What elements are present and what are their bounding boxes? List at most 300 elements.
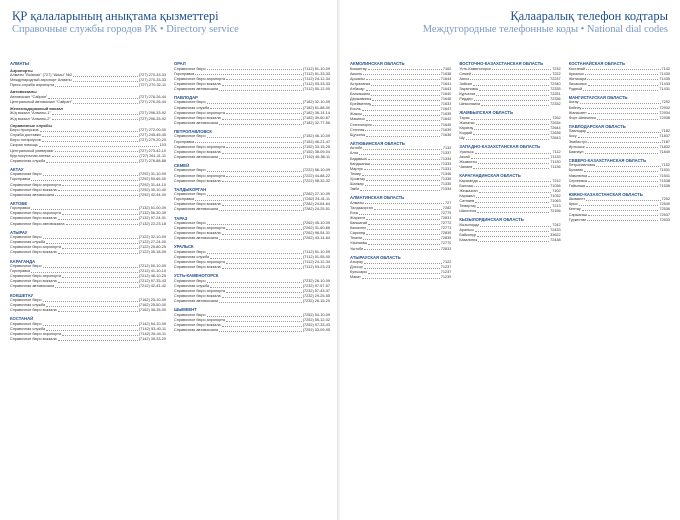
entry-name: Справочное бюро вокзала bbox=[10, 279, 57, 284]
dot-leader bbox=[39, 143, 159, 147]
dot-leader bbox=[195, 72, 302, 76]
entry-name: Зыряновск bbox=[459, 86, 479, 91]
entry-name: Аркалык bbox=[568, 71, 584, 76]
dot-leader bbox=[596, 163, 660, 167]
entry-name: Справочная бюро bbox=[10, 172, 42, 177]
entry-phone: 71635 bbox=[440, 112, 452, 117]
dot-leader bbox=[368, 270, 440, 274]
section-heading: ТАЛДЫКОРГАН bbox=[174, 186, 207, 192]
dot-leader bbox=[366, 117, 440, 121]
dot-leader bbox=[52, 117, 138, 121]
entry-name: Справочная автовокзала bbox=[174, 328, 219, 333]
directory-entry bbox=[10, 100, 166, 105]
entry-phone: 7252 bbox=[661, 197, 670, 202]
entry-name: Аральск bbox=[459, 227, 474, 232]
section-heading: КОКШЕТАУ bbox=[10, 292, 34, 298]
entry-name: Справочное бюро вокзала bbox=[174, 294, 221, 299]
dot-leader bbox=[584, 168, 658, 172]
entry-name: Шахтинск bbox=[459, 209, 477, 214]
entry-name: Макинск bbox=[350, 117, 365, 122]
entry-phone: (7222) 56-10-09 bbox=[302, 168, 330, 173]
entry-phone: 71643 bbox=[440, 86, 452, 91]
entry-phone: 7232 bbox=[552, 66, 561, 71]
entry-phone: 72770 bbox=[440, 241, 452, 246]
entry-phone: (7212) 97-33-43 bbox=[138, 279, 166, 284]
entry-phone: (7142) 53-40-11 bbox=[139, 326, 166, 331]
entry-name: Рудный bbox=[568, 86, 583, 91]
entry-name: Степногорск bbox=[350, 122, 372, 127]
entry-name: Каскелен bbox=[350, 226, 367, 231]
dot-leader bbox=[366, 133, 439, 137]
dot-leader bbox=[62, 211, 138, 215]
entry-phone: 72251 bbox=[550, 91, 561, 96]
directory-entry bbox=[174, 299, 330, 304]
entry-phone: (7162) 38-35-00 bbox=[138, 308, 166, 313]
dot-leader bbox=[373, 123, 440, 127]
entry-name: Форт-Шевченко bbox=[568, 115, 597, 120]
dot-leader bbox=[31, 177, 138, 181]
directory-section bbox=[350, 255, 451, 281]
entry-phone: 72938 bbox=[659, 115, 670, 120]
entry-name: Сатпаев bbox=[459, 198, 475, 203]
directory-section bbox=[10, 106, 166, 122]
dot-leader bbox=[372, 102, 439, 106]
entry-name: Уральск bbox=[459, 149, 474, 154]
entry-phone: (7232) 26-10-09 bbox=[302, 278, 330, 283]
dot-leader bbox=[597, 116, 658, 120]
right-page bbox=[340, 0, 680, 520]
dot-leader bbox=[586, 67, 661, 71]
entry-name: Справочное бюро аэропорта bbox=[10, 274, 61, 279]
directory-section bbox=[174, 307, 330, 333]
entry-name: Бейнеу bbox=[568, 105, 582, 110]
entry-phone: 71237 bbox=[440, 265, 452, 270]
dot-leader bbox=[587, 218, 658, 222]
dot-leader bbox=[43, 235, 138, 239]
entry-name: Риддер bbox=[459, 97, 473, 102]
entry-phone: (7112) 51-33-33 bbox=[303, 71, 330, 76]
entry-phone: (7112) 93-23-23 bbox=[303, 265, 330, 270]
entry-name: Мамлютка bbox=[568, 173, 588, 178]
dot-leader bbox=[365, 128, 439, 132]
entry-name: Справочное бюро вокзала bbox=[174, 81, 221, 86]
directory-entry bbox=[350, 187, 451, 192]
entry-name: Жанаозен bbox=[568, 110, 587, 115]
dot-leader bbox=[586, 184, 658, 188]
entry-name: Караганда bbox=[459, 178, 478, 183]
entry-phone: (7112) 93-33-33 bbox=[303, 81, 330, 86]
dot-leader bbox=[473, 82, 549, 86]
dot-leader bbox=[195, 197, 302, 201]
entry-name: Эмба bbox=[350, 187, 360, 192]
entry-name: Алга bbox=[350, 151, 359, 156]
section-heading: ТАРАЗ bbox=[174, 215, 188, 221]
entry-phone: (727) 270-33-33 bbox=[138, 78, 166, 83]
entry-phone: 7213 bbox=[552, 204, 561, 209]
dot-leader bbox=[48, 95, 138, 99]
entry-name: Павлодар bbox=[568, 129, 587, 134]
dot-leader bbox=[58, 279, 138, 283]
entry-name: Кульсары bbox=[350, 270, 368, 275]
entry-phone: (727) 273-42-10 bbox=[138, 148, 166, 153]
dot-leader bbox=[364, 247, 439, 251]
dot-leader bbox=[359, 211, 440, 215]
entry-phone: 71433 bbox=[659, 81, 670, 86]
directory-section bbox=[569, 192, 670, 223]
directory-entry bbox=[174, 207, 330, 212]
entry-name: Справочная автовокзала bbox=[10, 192, 55, 197]
entry-phone: (7292) 50-66-00 bbox=[138, 177, 166, 182]
entry-phone: (7262) 96-54-31 bbox=[302, 231, 330, 236]
dot-leader bbox=[470, 77, 549, 81]
entry-phone: (7112) 51-55-00 bbox=[303, 255, 330, 260]
directory-section bbox=[10, 230, 166, 256]
dot-leader bbox=[362, 172, 440, 176]
directory-section bbox=[569, 124, 670, 155]
directory-section bbox=[174, 273, 330, 304]
entry-name: Жанатас bbox=[459, 120, 475, 125]
entry-phone: (7112) 50-12-00 bbox=[303, 86, 330, 91]
dot-leader bbox=[582, 207, 659, 211]
entry-phone: 71133 bbox=[550, 154, 561, 159]
entry-phone: 71531 bbox=[659, 168, 670, 173]
directory-entry bbox=[174, 121, 330, 126]
entry-name: Справочное бюро вокзала bbox=[10, 308, 57, 313]
dot-leader bbox=[52, 154, 139, 158]
dot-leader bbox=[31, 206, 138, 210]
entry-name: Шалкар bbox=[350, 181, 364, 186]
entry-name: Сарыагаш bbox=[568, 212, 587, 217]
entry-phone: (7222) 44-88-22 bbox=[302, 173, 330, 178]
entry-phone: (7182) 39-60-67 bbox=[302, 115, 330, 120]
directory-entry bbox=[10, 193, 166, 198]
entry-name: Справочное бюро bbox=[10, 235, 42, 240]
entry-name: Справочное бюро аэропорта bbox=[174, 289, 225, 293]
directory-section bbox=[174, 216, 330, 242]
section-heading: ЮЖНО-КАЗАХСТАНСКАЯ ОБЛАСТЬ bbox=[568, 191, 643, 197]
dot-leader bbox=[480, 223, 551, 227]
entry-name: Бюро нотариусов bbox=[10, 138, 41, 143]
entry-name: Житикара bbox=[568, 76, 587, 81]
entry-phone: 72835 bbox=[440, 236, 452, 241]
entry-name: Аксу bbox=[568, 134, 577, 139]
dot-leader bbox=[466, 136, 549, 140]
entry-phone: 71633 bbox=[440, 102, 452, 107]
entry-phone: (7222) 98-32-32 bbox=[302, 178, 330, 183]
entry-phone: 71840 bbox=[659, 149, 670, 154]
entry-name: Ж/д вокзал "Алматы-2" bbox=[10, 116, 51, 121]
entry-name: Бадамша bbox=[350, 156, 367, 161]
dot-leader bbox=[583, 87, 658, 91]
section-heading: СЕВЕРО-КАЗАХСТАНСКАЯ ОБЛАСТЬ bbox=[568, 157, 647, 163]
dot-leader bbox=[362, 107, 440, 111]
dot-leader bbox=[43, 298, 138, 302]
entry-phone: 71335 bbox=[440, 181, 452, 186]
entry-name: Державинск bbox=[350, 97, 372, 102]
dot-leader bbox=[222, 150, 302, 154]
entry-name: Булаево bbox=[568, 168, 584, 173]
entry-phone: 72934 bbox=[659, 110, 670, 115]
entry-name: Справочное бюро bbox=[174, 100, 206, 105]
entry-name: Петропавловск bbox=[568, 163, 596, 168]
entry-name: Жаркент bbox=[350, 215, 366, 220]
entry-name: Справочное бюро аэропорта bbox=[174, 76, 225, 81]
dot-leader bbox=[222, 82, 302, 86]
directory-section bbox=[459, 144, 560, 170]
entry-phone: (7232) 57-43-37 bbox=[302, 289, 330, 293]
dot-leader bbox=[222, 116, 302, 120]
dot-leader bbox=[475, 228, 549, 232]
entry-phone: (7232) 57-57-57 bbox=[302, 283, 330, 288]
dot-leader bbox=[588, 140, 661, 144]
directory-section bbox=[174, 163, 330, 184]
entry-phone: 72533 bbox=[659, 217, 670, 222]
entry-phone: (7182) 32-10-09 bbox=[302, 100, 330, 105]
entry-name: Справочная автовокзала bbox=[174, 120, 219, 125]
entry-name: Есиль bbox=[350, 107, 361, 112]
entry-name: Каражал bbox=[459, 193, 475, 198]
dot-leader bbox=[62, 274, 138, 278]
entry-phone: 71334 bbox=[440, 187, 452, 192]
dot-leader bbox=[222, 202, 302, 206]
directory-entry bbox=[569, 116, 670, 121]
directory-entry bbox=[10, 222, 166, 227]
entry-phone: 7152 bbox=[661, 163, 670, 168]
dot-leader bbox=[366, 216, 439, 220]
entry-name: Горсправка bbox=[10, 177, 31, 182]
directory-entry bbox=[350, 275, 451, 280]
entry-phone: 72644 bbox=[550, 125, 561, 130]
entry-phone: 71639 bbox=[440, 127, 452, 132]
dot-leader bbox=[363, 72, 440, 76]
entry-phone: 71032 bbox=[550, 193, 561, 198]
dot-leader bbox=[478, 238, 549, 242]
dot-leader bbox=[43, 322, 138, 326]
dot-leader bbox=[588, 111, 659, 115]
entry-name: Справочное бюро bbox=[174, 278, 206, 283]
entry-name: Уштобе bbox=[350, 246, 364, 251]
entry-name: Справочное бюро bbox=[10, 298, 42, 302]
dot-leader bbox=[368, 157, 440, 161]
entry-phone: 71641 bbox=[440, 81, 452, 86]
dot-leader bbox=[55, 284, 138, 288]
directory-section bbox=[10, 259, 166, 290]
dot-leader bbox=[219, 87, 302, 91]
entry-phone: (7252) 55-12-02 bbox=[302, 317, 330, 322]
dot-leader bbox=[207, 67, 302, 71]
entry-phone: 72335 bbox=[550, 86, 561, 91]
entry-phone: 71648 bbox=[440, 97, 452, 102]
section-heading: ШЫМКЕНТ bbox=[174, 307, 197, 313]
entry-phone: 71346 bbox=[440, 171, 452, 176]
dot-leader bbox=[476, 194, 549, 198]
dot-leader bbox=[226, 289, 302, 293]
dot-leader bbox=[474, 184, 549, 188]
dot-leader bbox=[472, 72, 551, 76]
dot-leader bbox=[226, 111, 302, 115]
entry-phone: 71237 bbox=[440, 270, 452, 275]
dot-leader bbox=[219, 155, 302, 159]
entry-phone: 7102 bbox=[552, 188, 561, 193]
entry-name: Чапаев bbox=[459, 165, 473, 169]
dot-leader bbox=[62, 245, 138, 249]
dot-leader bbox=[207, 221, 302, 225]
dot-leader bbox=[46, 159, 138, 163]
dot-leader bbox=[226, 260, 302, 264]
directory-section bbox=[459, 173, 560, 214]
entry-phone: 72332 bbox=[550, 102, 561, 107]
entry-phone: 72772 bbox=[440, 221, 452, 226]
entry-phone: 71130 bbox=[550, 159, 561, 164]
dot-leader bbox=[362, 275, 440, 279]
entry-phone: (7252) 97-33-43 bbox=[302, 322, 330, 327]
entry-name: Справочное бюро вокзала bbox=[174, 265, 221, 270]
entry-name: Балхаш bbox=[459, 183, 474, 188]
entry-phone: (7112) 24-12-34 bbox=[303, 260, 330, 265]
dot-leader bbox=[368, 67, 442, 71]
dot-leader bbox=[62, 332, 138, 336]
entry-name: Талдыкорган bbox=[350, 205, 373, 210]
entry-phone: 72537 bbox=[659, 212, 670, 217]
entry-name: Текели bbox=[350, 236, 363, 241]
directory-entry bbox=[10, 337, 166, 342]
entry-name: Кордай bbox=[459, 131, 473, 136]
entry-name: Центральный универмаг bbox=[10, 148, 54, 153]
entry-name: Горсправка bbox=[174, 139, 195, 144]
entry-name: Шемонаиха bbox=[459, 102, 480, 107]
entry-phone: 72839 bbox=[440, 231, 452, 236]
dot-leader bbox=[219, 236, 302, 240]
dot-leader bbox=[477, 209, 549, 213]
entry-phone: 71036 bbox=[550, 183, 561, 188]
directory-entry bbox=[10, 117, 166, 122]
entry-phone: (7122) 35-18-05 bbox=[138, 250, 166, 255]
entry-phone: 71063 bbox=[550, 198, 561, 203]
directory-section bbox=[459, 217, 560, 243]
entry-phone: (7282) 27-10-09 bbox=[302, 192, 330, 197]
dot-leader bbox=[588, 213, 658, 217]
section-heading: КОСТАНАЙСКАЯ ОБЛАСТЬ bbox=[568, 61, 626, 66]
dot-leader bbox=[475, 199, 549, 203]
entry-name: Справочное бюро вокзала bbox=[174, 178, 221, 183]
entry-name: Справочная автовокзала bbox=[174, 236, 219, 241]
entry-phone: (727) 279-20-20 bbox=[138, 138, 166, 143]
entry-name: Скорая помощь bbox=[10, 143, 38, 148]
entry-name: Кокшетау bbox=[350, 66, 367, 71]
dot-leader bbox=[479, 87, 549, 91]
entry-name: Справочное бюро bbox=[174, 192, 206, 197]
entry-phone: (7152) 46-21-47 bbox=[302, 139, 330, 144]
entry-phone: (7262) 43-14-64 bbox=[302, 236, 330, 241]
dot-leader bbox=[73, 73, 138, 77]
entry-name: Тайынша bbox=[568, 183, 586, 188]
entry-phone: (7182) 36-14-14 bbox=[302, 110, 330, 115]
entry-phone: (7112) 24-12-34 bbox=[303, 76, 330, 81]
entry-name: Аксай bbox=[459, 154, 470, 159]
dot-leader bbox=[73, 100, 138, 104]
entry-phone: (7112) 51-10-09 bbox=[303, 66, 330, 71]
directory-section bbox=[569, 61, 670, 92]
dot-leader bbox=[587, 129, 660, 133]
entry-phone: 72932 bbox=[659, 105, 670, 110]
directory-section bbox=[10, 123, 166, 164]
directory-section bbox=[10, 316, 166, 342]
entry-phone: 72636 bbox=[550, 131, 561, 136]
dot-leader bbox=[372, 97, 440, 101]
dot-leader bbox=[66, 222, 138, 226]
entry-phone: 72237 bbox=[550, 76, 561, 81]
dot-leader bbox=[42, 138, 138, 142]
section-heading: КОСТАНАЙ bbox=[10, 316, 34, 322]
entry-name: Астраханка bbox=[350, 81, 371, 86]
entry-phone: 71638 bbox=[440, 71, 452, 76]
entry-phone: (7282) 24-64-64 bbox=[302, 202, 330, 207]
directory-entry bbox=[459, 136, 560, 141]
entry-name: Справочное бюро вокзала bbox=[10, 250, 57, 255]
dot-leader bbox=[222, 323, 302, 327]
entry-name: Капшагай bbox=[350, 221, 368, 226]
dot-leader bbox=[587, 77, 658, 81]
entry-phone: (7282) 24-41-11 bbox=[303, 197, 330, 202]
dot-leader bbox=[363, 112, 440, 116]
entry-phone: 71832 bbox=[659, 144, 670, 149]
dot-leader bbox=[366, 177, 440, 181]
entry-name: Кызылорда bbox=[459, 222, 480, 227]
entry-phone: (7292) 31-10-09 bbox=[138, 172, 166, 177]
entry-name: Ж/д вокзал "Алматы-1" bbox=[10, 111, 51, 116]
entry-name: Справочное бюро аэропорта bbox=[10, 245, 61, 250]
entry-name: Казалинск bbox=[459, 238, 478, 243]
directory-entry bbox=[569, 218, 670, 223]
dot-leader bbox=[226, 77, 302, 81]
dot-leader bbox=[222, 231, 302, 235]
section-heading: АЛМАТИНСКАЯ ОБЛАСТЬ bbox=[350, 195, 405, 201]
directory-section bbox=[350, 195, 451, 251]
entry-name: Семей bbox=[459, 71, 472, 76]
dot-leader bbox=[585, 72, 659, 76]
entry-name: Горсправка bbox=[10, 269, 31, 274]
entry-phone: 71331 bbox=[440, 166, 452, 171]
entry-name: Алматы "Bulanair" (727) "Aktau" №2 bbox=[10, 73, 73, 77]
section-heading: КАРАГАНДА bbox=[10, 258, 36, 264]
dot-leader bbox=[222, 265, 302, 269]
entry-name: Усть-Каменогорск bbox=[459, 66, 491, 71]
entry-phone: (7162) 25-50-00 bbox=[138, 303, 166, 308]
dot-leader bbox=[207, 313, 302, 317]
directory-section bbox=[10, 201, 166, 227]
section-heading: АКМОЛИНСКАЯ ОБЛАСТЬ bbox=[350, 61, 405, 66]
dot-leader bbox=[55, 83, 138, 87]
entry-name: Баянаул bbox=[568, 149, 584, 154]
dot-leader bbox=[473, 131, 549, 135]
entry-name: Зайсан bbox=[459, 81, 472, 86]
dot-leader bbox=[366, 77, 440, 81]
directory-entry bbox=[10, 159, 166, 164]
entry-phone: 72771 bbox=[440, 226, 452, 231]
dot-leader bbox=[366, 231, 440, 235]
dot-leader bbox=[588, 179, 658, 183]
entry-name: Справочная служба bbox=[174, 255, 210, 260]
dot-leader bbox=[207, 279, 302, 283]
dot-leader bbox=[371, 92, 440, 96]
entry-name: Арыс bbox=[568, 202, 578, 207]
entry-phone: (7212) 48-10-25 bbox=[138, 274, 166, 279]
entry-phone: (727) 272-00-00 bbox=[138, 128, 166, 133]
entry-phone: (7152) 33-15-25 bbox=[302, 144, 330, 149]
dot-leader bbox=[43, 264, 138, 268]
directory-section bbox=[459, 61, 560, 107]
directory-entry bbox=[174, 265, 330, 270]
